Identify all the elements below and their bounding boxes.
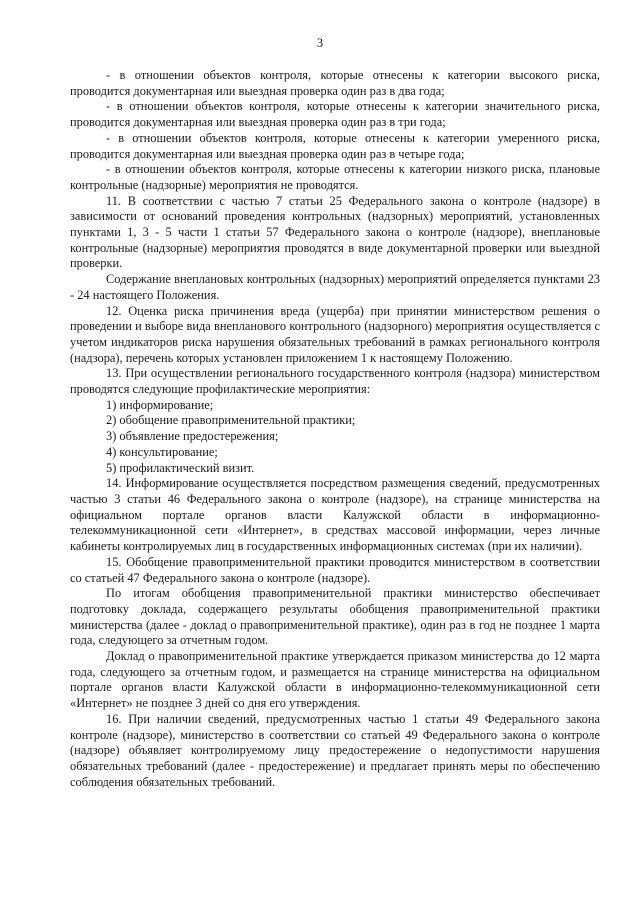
list-item: 4) консультирование; — [106, 444, 218, 459]
paragraph: Доклад о правоприменительной практике утверждается приказом министерства до 12 марта года, следующего за отчетным годом, и размещается на странице министерства на официальном портале органов власти Калужской области в информационно-телекоммуникационной сети «Интернет» не позднее 3 дней со дня его утверждения. — [70, 649, 600, 711]
document-body — [70, 68, 600, 790]
list-item: 3) объявление предостережения; — [106, 429, 279, 444]
paragraph: - в отношении объектов контроля, которые отнесены к категории высокого риска, проводится документарная или выездная проверка один раз в два года; — [70, 68, 600, 98]
page-number: 3 — [316, 36, 324, 50]
paragraph: Содержание внеплановых контрольных (надзорных) мероприятий определяется пунктами 23 - 24 настоящего Положения. — [70, 272, 600, 302]
paragraph: 13. При осуществлении регионального государственного контроля (надзора) министерством проводятся следующие профилактические мероприятия: — [70, 366, 600, 397]
paragraph: - в отношении объектов контроля, которые отнесены к категории значительного риска, проводится документарная или выездная проверка один раз в три года; — [70, 99, 600, 130]
paragraph: По итогам обобщения правоприменительной практики министерство обеспечивает подготовку доклада, содержащего результаты обобщения правоприменительной практики министерства (далее - доклад о правоприменительной практике), один раз в год не позднее 1 марта года, следующего за отчетным годом. — [70, 586, 600, 648]
paragraph: 14. Информирование осуществляется посредством размещения сведений, предусмотренных частью 3 статьи 46 Федерального закона о контроле (надзоре), на странице министерства на официальном портале органов власти Калужской области в информационно-телекоммуникационной сети «Интернет», в средствах массовой информации, через личные кабинеты контролируемых лиц в государственных информационных системах (при их наличии). — [70, 476, 600, 554]
paragraph: 11. В соответствии с частью 7 статьи 25 Федерального закона о контроле (надзоре) в зависимости от оснований проведения контрольных (надзорных) мероприятий, установленных пунктами 1, 3 - 5 части 1 статьи 57 Федерального закона о контроле (надзоре), внеплановые контрольные (надзорные) мероприятия проводятся в виде документарной проверки или выездной проверки. — [70, 193, 600, 271]
list-item: 2) обобщение правоприменительной практики; — [106, 413, 356, 428]
paragraph: - в отношении объектов контроля, которые отнесены к категории умеренного риска, проводится документарная или выездная проверка один раз в четыре года; — [70, 130, 600, 161]
paragraph: 16. При наличии сведений, предусмотренных частью 1 статьи 49 Федерального закона контроле (надзоре), министерство в соответствии со статьей 49 Федерального закона о контроле (надзоре) объявляет контролируемому лицу предостережение о недопустимости нарушения обязательных требований (далее - предостережение) и предлагает принять меры по обеспечению соблюдения обязательных требований. — [70, 711, 600, 789]
paragraph: - в отношении объектов контроля, которые отнесены к категории низкого риска, плановые контрольные (надзорные) мероприятия не проводятся. — [70, 162, 600, 192]
list-item: 1) информирование; — [106, 397, 214, 412]
paragraph: 15. Обобщение правоприменительной практики проводится министерством в соответствии со статьей 47 Федерального закона о контроле (надзоре). — [70, 554, 600, 585]
list-item: 5) профилактический визит. — [106, 460, 255, 475]
paragraph: 12. Оценка риска причинения вреда (ущерба) при принятии министерством решения о проведении и выборе вида внепланового контрольного (надзорного) мероприятия осуществляется с учетом индикаторов риска нарушения обязательных требований в рамках регионального контроля (надзора), перечень которых установлен приложением 1 к настоящему Положению. — [70, 303, 600, 365]
